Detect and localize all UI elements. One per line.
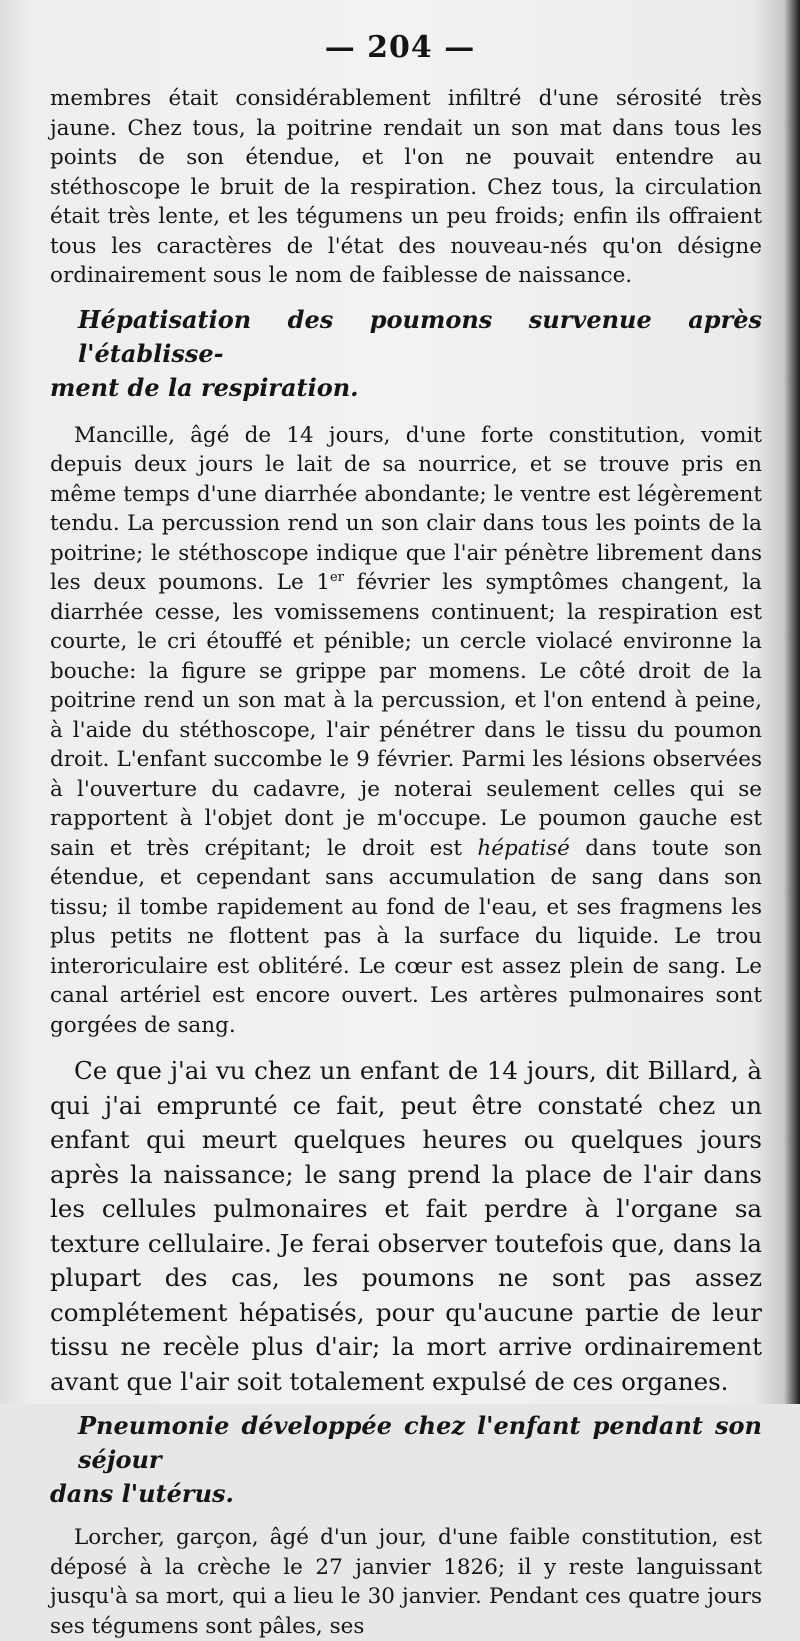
- case-mancille-paragraph: [50, 421, 762, 1041]
- case-text-c: dans toute son étendue, et cependant sans accumulation de sang dans son tissu; il tombe rapidement au fond de l'eau, et ses fragmens les plus petits ne flottent pas à la surface du liquide. Le trou interoriculaire est oblitéré. Le cœur est assez plein de sang. Le canal artériel est encore ouvert. Les artères pulmonaires sont gorgées de sang.: [50, 835, 762, 1038]
- section-heading-hepatisation: [50, 303, 762, 405]
- page-body: [50, 84, 762, 1641]
- commentary-paragraph: Ce que j'ai vu chez un enfant de 14 jours, dit Billard, à qui j'ai emprunté ce fait, peut être constaté chez un enfant qui meurt quelques heures ou quelques jours après la naissance; le sang prend la place de l'air dans les cellules pulmonaires et fait perdre à l'organe sa texture cellulaire. Je ferai observer toutefois que, dans la plupart des cas, les poumons ne sont pas assez complétement hépatisés, pour qu'aucune partie de leur tissu ne recèle plus d'air; la mort arrive ordinairement avant que l'air soit totalement expulsé de ces organes.: [50, 1056, 762, 1396]
- case-lorcher-paragraph: Lorcher, garçon, âgé d'un jour, d'une faible constitution, est déposé à la crèche le 27 janvier 1826; il y reste languissant jusqu'à sa mort, qui a lieu le 30 janvier. Pendant ces quatre jours ses tégumens sont pâles, ses: [50, 1525, 762, 1639]
- ordinal-superscript: er: [330, 569, 344, 585]
- emphasis-hepatise: hépatisé: [477, 835, 570, 861]
- section-heading-pneumonie: [50, 1409, 762, 1511]
- heading-line-1: Hépatisation des poumons survenue après l'établisse-: [78, 304, 762, 368]
- paragraph-continuation: membres était considérablement infiltré d'une sérosité très jaune. Chez tous, la poitrine rendait un son mat dans tous les points de son étendue, et l'on ne pouvait entendre au stéthoscope le bruit de la respiration. Chez tous, la circulation était très lente, et les tégumens un peu froids; enfin ils offraient tous les caractères de l'état des nouveau-nés qu'on désigne ordinairement sous le nom de faiblesse de naissance.: [50, 86, 762, 288]
- heading-line-2: ment de la respiration.: [50, 372, 359, 402]
- case-text-a: Mancille, âgé de 14 jours, d'une forte constitution, vomit depuis deux jours le lait de sa nourrice, et se trouve pris en même temps d'une diarrhée abondante; le ventre est légèrement tendu. La percussion rend un son clair dans tous les points de la poitrine; le stéthoscope indique que l'air pénètre librement dans les deux poumons. Le 1: [50, 422, 762, 595]
- page-number: — 204 —: [324, 30, 476, 65]
- heading-line-2: dans l'utérus.: [50, 1479, 234, 1508]
- heading-line-1: Pneumonie développée chez l'enfant pendant son séjour: [78, 1411, 762, 1474]
- case-text-b: février les symptômes changent, la diarrhée cesse, les vomissemens continuent; la respiration est courte, le cri étouffé et pénible; un cercle violacé environne la bouche: la figure se grippe par momens. Le côté droit de la poitrine rend un son mat à la percussion, et l'on entend à peine, à l'aide du stéthoscope, l'air pénétrer dans le tissu du poumon droit. L'enfant succombe le 9 février. Parmi les lésions observées à l'ouverture du cadavre, je noterai seulement celles qui se rapportent à l'objet dont je m'occupe. Le poumon gauche est sain et très crépitant; le droit est: [50, 570, 762, 861]
